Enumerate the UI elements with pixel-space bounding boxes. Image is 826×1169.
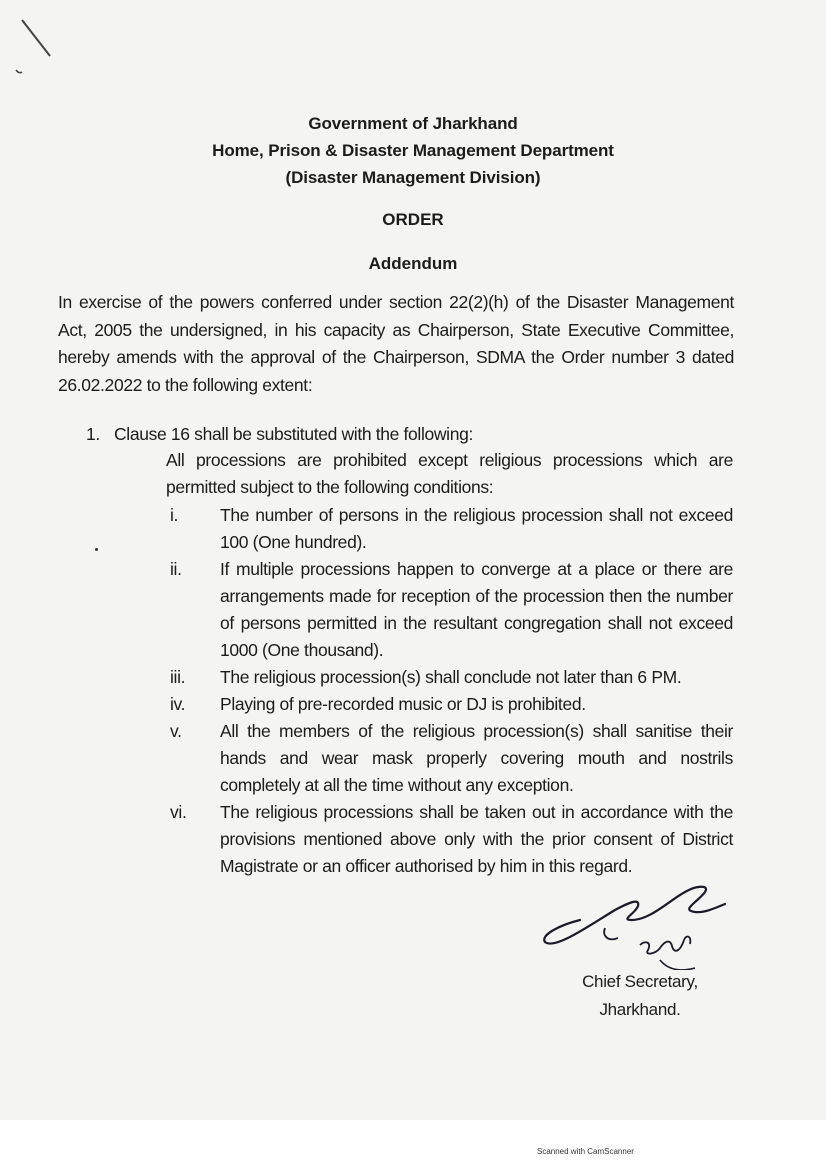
letterhead: [0, 110, 826, 191]
condition-text: If multiple processions happen to converge at a place or there are arrangements made for reception of the procession then the number of persons permitted in the resultant congregation shall not exceed 1000 (One thousand).: [220, 559, 733, 660]
condition-number: i.: [170, 505, 179, 525]
addendum-title: Addendum: [368, 254, 458, 273]
condition-text: The religious procession(s) shall conclude not later than 6 PM.: [220, 667, 682, 687]
conditions-list: [166, 502, 733, 880]
signatory-title: Chief Secretary,: [582, 972, 698, 991]
signatory-block: [560, 968, 720, 1024]
condition-number: vi.: [170, 802, 187, 822]
condition-text: All the members of the religious procession(s) shall sanitise their hands and wear mask properly covering mouth and nostrils completely at all the time without any exception.: [220, 721, 733, 795]
clause-intro: All processions are prohibited except religious processions which are permitted subject to the following conditions:: [166, 450, 733, 497]
clause-heading: [86, 421, 473, 448]
condition-text: The number of persons in the religious procession shall not exceed 100 (One hundred).: [220, 505, 733, 552]
condition-number: iii.: [170, 667, 186, 687]
condition-item: [166, 502, 733, 556]
department-name: Home, Prison & Disaster Management Department: [212, 141, 614, 160]
condition-number: iv.: [170, 694, 186, 714]
order-title: ORDER: [382, 210, 444, 229]
handwritten-signature: [520, 880, 740, 970]
condition-number: v.: [170, 721, 182, 741]
condition-text: Playing of pre-recorded music or DJ is prohibited.: [220, 694, 586, 714]
condition-item: [166, 556, 733, 664]
scan-speck: [95, 548, 98, 551]
clause-text: Clause 16 shall be substituted with the following:: [114, 424, 473, 444]
intro-paragraph: In exercise of the powers conferred under section 22(2)(h) of the Disaster Management Act, 2005 the undersigned, in his capacity as Chairperson, State Executive Committee, hereby amends with the approval of the Chairperson, SDMA the Order number 3 dated 26.02.2022 to the following extent:: [58, 292, 734, 395]
condition-item: [166, 664, 733, 691]
condition-item: [166, 691, 733, 718]
pen-mark: [14, 14, 54, 74]
scanner-watermark: Scanned with CamScanner: [537, 1147, 634, 1156]
condition-text: The religious processions shall be taken out in accordance with the provisions mentioned above only with the prior consent of District Magistrate or an officer authorised by him in this regard.: [220, 802, 733, 876]
condition-item: [166, 799, 733, 880]
condition-number: ii.: [170, 559, 182, 579]
division-name: (Disaster Management Division): [285, 168, 541, 187]
government-name: Government of Jharkhand: [308, 114, 518, 133]
signatory-place: Jharkhand.: [599, 1000, 681, 1019]
condition-item: [166, 718, 733, 799]
clause-number: 1.: [86, 424, 100, 444]
